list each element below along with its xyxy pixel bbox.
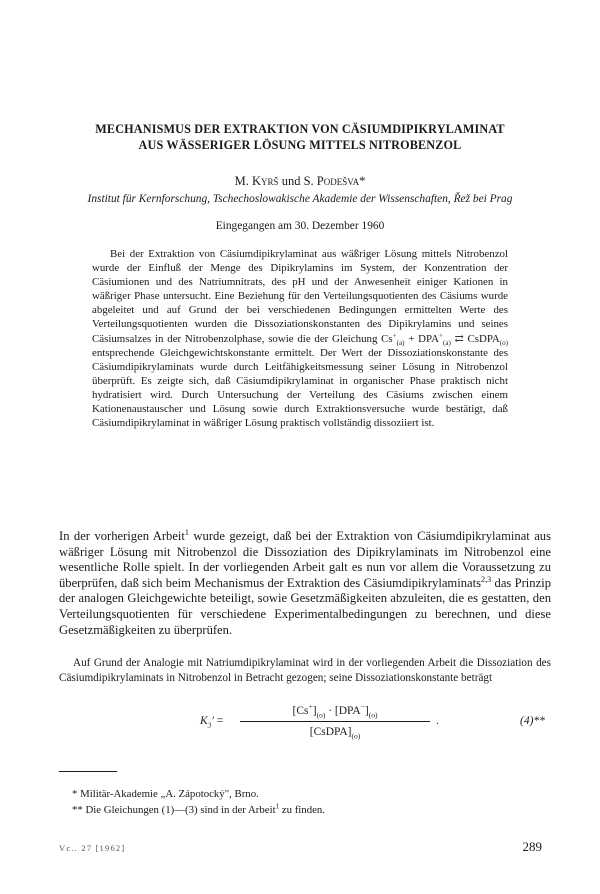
eq-num-sub-c: (o) <box>368 710 378 720</box>
author-2-initial: S. <box>303 174 317 188</box>
footnote-2 <box>72 803 542 817</box>
fn2-text-b: zu finden. <box>279 804 325 816</box>
abstract-sub-c: (o) <box>499 338 509 347</box>
author-footnote-mark: * <box>359 174 366 188</box>
page-number: 289 <box>522 839 542 854</box>
fn1-text: Militär-Akademie „A. Zápotocký", Brno. <box>77 788 259 800</box>
abstract-sup-a: + <box>392 330 397 339</box>
abstract-sub-b: (a) <box>442 338 451 347</box>
received-date: Eingegangen am 30. Dezember 1960 <box>215 220 385 232</box>
eq-num-sup-c: − <box>360 702 365 712</box>
abstract-text-1: Bei der Extraktion von Cäsiumdipikrylaminat aus wäßriger Lösung mittels Nitrobenzol wurde der Einfluß der Menge des Dipikrylamins im System, der Konzentration der Cäsiumionen und des Natriumnitrats, des pH und der Anwesenheit einiger Kationen in wäßriger Phase untersucht. Eine Beziehung für den Verteilungsquotienten des Cäsiums wurde abgeleitet und auf Grund der bei verschiedenen Bedingungen ermittelten Werte des Verteilungsquotienten wurden die Dissoziationskonstanten des Dipikrylamins und seines Cäsiumsalzes in der Nitrobenzolphase, sowie die der Gleichung Cs <box>92 248 508 345</box>
abstract-mid: + DPA <box>404 332 439 345</box>
abstract-text-2: entsprechende Gleichgewichtskonstante ermittelt. Der Wert der Dissoziationskonstante des Cäsiumdipikrylaminats wurde durch Leitfähigkeitsmessung seiner Lösung in Nitrobenzol überprüft. Es zeigte sich, daß Cäsiumdipikrylaminat in organischer Phase praktisch nicht hydratisiert wird. Durch Untersuchung der Verteilung des Cäsiums zwischen einem Kationenaustauscher und Lösung sowie durch Extraktionsversuche wurde bestätigt, daß Cäsiumdipikrylaminat in wäßriger Lösung praktisch vollständig dissoziiert ist. <box>92 346 508 430</box>
body-paragraph-1 <box>59 529 551 638</box>
eq-num-dot: · [DPA <box>325 705 361 717</box>
equation-numerator <box>240 703 430 720</box>
equation-denominator <box>240 724 430 740</box>
title-line-1: MECHANISMUS DER EXTRAKTION VON CÄSIUMDIPIKRYLAMINAT <box>95 122 505 136</box>
journal-reference: Vc.. 27 [1962] <box>59 843 126 853</box>
eq-equals: = <box>213 715 224 727</box>
fn2-text-a: Die Gleichungen (1)—(3) sind in der Arbeit <box>82 804 276 816</box>
equation-lhs <box>200 715 224 730</box>
author-list <box>40 173 560 189</box>
footnote-divider <box>59 771 117 772</box>
abstract-eq: ⇄ CsDPA <box>450 332 500 345</box>
equation-end-dot: . <box>436 715 439 727</box>
eq-den-text: [CsDPA] <box>309 726 352 738</box>
author-1-surname: Kyrš <box>252 174 279 188</box>
institute-affiliation: Institut für Kernforschung, Tschechoslowakische Akademie der Wissenschaften, Řež bei Prag <box>87 193 513 205</box>
eq-k: K <box>200 715 208 727</box>
eq-num-sub-b: (o) <box>316 710 326 720</box>
title-line-2: AUS WÄSSERIGER LÖSUNG MITTELS NITROBENZOL <box>138 138 462 152</box>
author-conjunction: und <box>278 174 304 188</box>
fn2-mark: ** <box>72 804 83 816</box>
para1-text-a: In der vorherigen Arbeit <box>59 529 185 543</box>
abstract-sup-b: + <box>438 330 443 339</box>
eq-k-sub: 3 <box>207 720 212 730</box>
fn2-ref: 1 <box>275 802 280 811</box>
abstract-sub-a: (a) <box>396 338 405 347</box>
eq-den-sub: (o) <box>351 731 361 741</box>
equation-number: (4)** <box>520 715 545 727</box>
equation-4 <box>200 703 560 747</box>
fn1-mark: * <box>72 788 78 800</box>
body-paragraph-2: Auf Grund der Analogie mit Natriumdipikrylaminat wird in der vorliegenden Arbeit die Dissoziation des Cäsiumdipikrylaminats in Nitrobenzol in Betracht gezogen; seine Dissoziationskonstante beträgt <box>59 657 551 684</box>
footnote-1 <box>72 787 542 801</box>
equation-fraction <box>240 703 430 740</box>
ref-2-3: 2,3 <box>480 574 492 584</box>
eq-num-b: ] <box>312 705 317 717</box>
eq-num-sup-a: + <box>308 702 313 712</box>
eq-num-a: [Cs <box>292 705 309 717</box>
author-2-surname: Podešva <box>316 174 360 188</box>
article-title <box>40 121 560 153</box>
fraction-bar <box>240 721 430 722</box>
eq-num-c: ] <box>364 705 369 717</box>
eq-k-prime: ′ <box>211 715 214 727</box>
para1-text-c: das Prinzip der analogen Gleichgewichte beteiligt, sowie Gesetzmäßigkeiten abzuleiten, die es gestatten, den Verteilungsquotienten für verschiedene Experimentalbedingungen zu berechnen, und diese Gesetzmäßigkeiten zu überprüfen. <box>59 575 551 637</box>
para1-text-b: wurde gezeigt, daß bei der Extraktion von Cäsiumdipikrylaminat aus wäßriger Lösung mit Nitrobenzol die Dissoziation des Dipikrylaminats im Nitrobenzol eine wesentliche Rolle spielt. In der vorliegenden Arbeit galt es nun vor allem die Voraussetzung zu überprüfen, daß sich beim Mechanismus der Extraktion des Cäsiumdipikrylaminats <box>59 529 552 590</box>
author-1-initial: M. <box>234 174 253 188</box>
ref-1: 1 <box>184 527 189 537</box>
abstract <box>92 247 508 430</box>
